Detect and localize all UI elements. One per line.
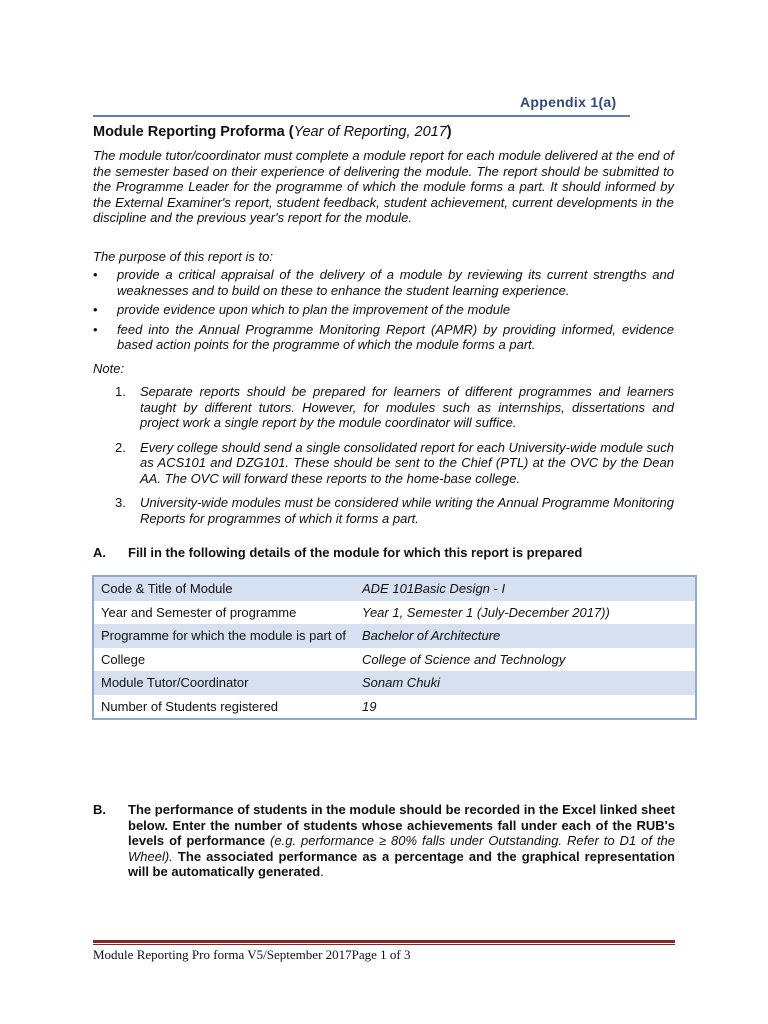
title-year: Year of Reporting, 2017 bbox=[293, 124, 447, 140]
module-details-table bbox=[92, 575, 697, 720]
note-number: 3. bbox=[115, 495, 126, 510]
detail-key: Year and Semester of programme bbox=[101, 604, 297, 620]
page-footer: Module Reporting Pro forma V5/September 2017Page 1 of 3 bbox=[93, 947, 411, 962]
purpose-item: • feed into the Annual Programme Monitoring Report (APMR) by providing informed, evidence based action points for the programme of which the module forms a part. bbox=[93, 322, 674, 353]
footer-rule bbox=[93, 940, 675, 943]
header-rule bbox=[93, 115, 630, 117]
detail-key: Module Tutor/Coordinator bbox=[93, 671, 355, 695]
document-title bbox=[93, 124, 452, 140]
notes-list bbox=[115, 384, 674, 535]
title-main: Module Reporting Proforma ( bbox=[93, 124, 294, 140]
table-row bbox=[93, 695, 696, 720]
detail-value: College of Science and Technology bbox=[362, 651, 566, 667]
detail-key: College bbox=[101, 651, 146, 667]
footer-rule-thin bbox=[93, 944, 675, 945]
note-text: Every college should send a single consolidated report for each University-wide module such as ACS101 and DZG101. These should be sent to the Chief (PTL) at the OVC by the Dean AA. The OVC will forward these reports to the home-base college. bbox=[140, 439, 675, 486]
note-number: 1. bbox=[115, 384, 126, 399]
purpose-item: • provide a critical appraisal of the delivery of a module by reviewing its current strengths and weaknesses and to build on these to enhance the student learning experience. bbox=[93, 267, 674, 298]
note-text: Separate reports should be prepared for learners of different programmes and learners taught by different tutors. However, for modules such as internships, dissertations and project work a single report by the module coordinator will suffice. bbox=[140, 384, 674, 430]
section-a-heading bbox=[93, 545, 582, 560]
detail-value: ADE 101Basic Design - I bbox=[355, 576, 696, 601]
table-row bbox=[93, 648, 696, 672]
table-row bbox=[93, 671, 696, 695]
note-item bbox=[115, 440, 674, 487]
detail-key: Code & Title of Module bbox=[93, 576, 355, 601]
title-close: ) bbox=[446, 124, 452, 140]
detail-key: Programme for which the module is part of bbox=[93, 624, 355, 648]
note-text: University-wide modules must be considered while writing the Annual Programme Monitoring Reports for programmes of which it forms a part. bbox=[140, 495, 674, 526]
purpose-item: • provide evidence upon which to plan the improvement of the module bbox=[93, 302, 674, 318]
appendix-heading: Appendix 1(a) bbox=[520, 94, 617, 110]
table-row bbox=[93, 624, 696, 648]
detail-value: Year 1, Semester 1 (July-December 2017)) bbox=[362, 604, 610, 620]
section-a-text: Fill in the following details of the module for which this report is prepared bbox=[128, 545, 583, 560]
note-number: 2. bbox=[115, 439, 126, 455]
section-b-text bbox=[128, 802, 675, 880]
section-b-paragraph bbox=[93, 802, 675, 880]
purpose-intro: The purpose of this report is to: bbox=[93, 249, 273, 264]
section-b-label: B. bbox=[93, 802, 106, 817]
table-row bbox=[93, 601, 696, 625]
section-b-bold-2: The associated performance as a percentage and the graphical representation will be automatically generated bbox=[128, 848, 675, 879]
section-a-label: A. bbox=[93, 545, 106, 560]
section-b-end: . bbox=[320, 864, 324, 879]
note-item bbox=[115, 495, 674, 526]
purpose-list bbox=[93, 267, 674, 357]
note-label: Note: bbox=[93, 361, 125, 376]
table-row bbox=[93, 576, 696, 601]
section-b-italic: (e.g. performance ≥ 80% falls under Outstanding. Refer to D1 of the Wheel). bbox=[128, 833, 675, 864]
detail-value: 19 bbox=[362, 698, 377, 714]
section-b-bold-1: The performance of students in the module should be recorded in the Excel linked sheet below. Enter the number of students whose achievements fall under each of the RUB's levels of performance bbox=[128, 802, 675, 848]
detail-value: Sonam Chuki bbox=[355, 671, 696, 695]
note-item bbox=[115, 384, 674, 431]
detail-value: Bachelor of Architecture bbox=[355, 624, 696, 648]
intro-paragraph: The module tutor/coordinator must complete a module report for each module delivered at the end of the semester based on their experience of delivering the module. The report should be submitted to the Programme Leader for the programme of which the module forms a part. It should informed by the External Examiner's report, student feedback, student achievement, current developments in the discipline and the previous year's report for the module. bbox=[93, 148, 674, 225]
detail-key: Number of Students registered bbox=[101, 698, 279, 714]
